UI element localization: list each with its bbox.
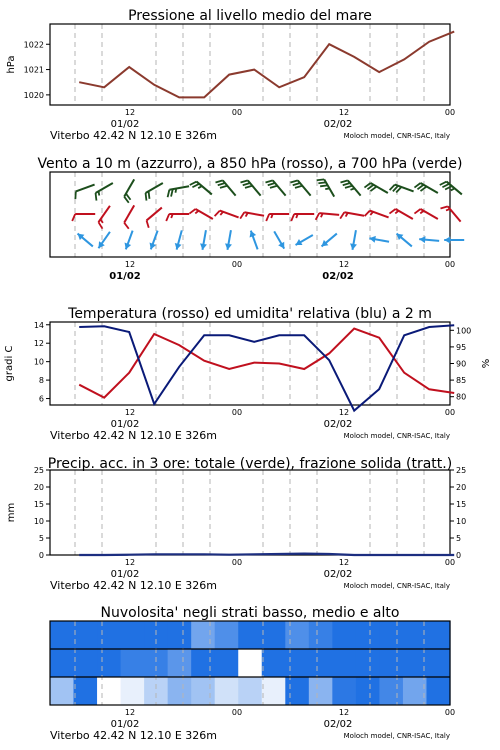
precip-line: [79, 554, 454, 555]
panel-title: Precip. acc. in 3 ore: totale (verde), frazione solida (tratt.): [47, 456, 453, 472]
barb-feather: [93, 193, 99, 201]
y-tick-label-right: 0: [456, 551, 462, 560]
time-tick-label: 00: [231, 108, 243, 117]
cloud-cell-alto: [121, 621, 145, 649]
location-label: Viterbo 42.42 N 12.10 E 326m: [50, 129, 218, 142]
wind-barb: [123, 179, 141, 202]
y-tick-label-right: 25: [456, 466, 467, 475]
barb-feather: [350, 187, 354, 191]
model-credit: Moloch model, CNR-ISAC, Italy: [343, 432, 450, 440]
date-label: 02/02: [323, 419, 353, 430]
barb-feather: [166, 214, 169, 221]
wind-barb: [73, 185, 97, 199]
y-tick-label: 10: [33, 517, 44, 526]
wind-barb: [96, 230, 113, 250]
model-credit: Moloch model, CNR-ISAC, Italy: [343, 582, 450, 590]
date-label: 01/02: [110, 719, 140, 730]
date-label: 01/02: [110, 569, 140, 580]
cloud-cell-basso: [168, 677, 192, 705]
barb-feather: [166, 190, 170, 197]
cloud-cell-medio: [403, 649, 427, 677]
wind-barb: [340, 212, 364, 223]
humidity-line: [79, 325, 454, 410]
location-label: Viterbo 42.42 N 12.10 E 326m: [50, 579, 218, 592]
wind-barb: [247, 229, 260, 250]
y-tick-label-right: 100: [456, 326, 472, 336]
wind-barb: [317, 177, 335, 200]
cloud-cell-alto: [403, 621, 427, 649]
y-tick-label: 12: [33, 339, 44, 349]
y-tick-label-right: 15: [456, 500, 467, 509]
time-tick-label: 00: [444, 558, 456, 567]
barb-feather: [291, 214, 294, 221]
cloud-cell-basso: [262, 677, 286, 705]
barb-shaft: [76, 185, 95, 192]
time-tick-label: 12: [124, 108, 136, 117]
wind-barb: [290, 178, 310, 200]
barb-feather: [97, 191, 100, 195]
cloud-cell-basso: [121, 677, 145, 705]
barb-feather: [97, 222, 104, 228]
wind-barb: [294, 232, 315, 248]
cloud-cell-basso: [50, 677, 74, 705]
cloud-cell-alto: [191, 621, 215, 649]
wind-barb: [271, 230, 287, 251]
time-tick-label: 12: [124, 408, 136, 417]
cloud-cell-alto: [74, 621, 98, 649]
barb-feather: [414, 208, 420, 216]
cloud-cell-medio: [97, 649, 121, 677]
date-label: 02/02: [323, 569, 353, 580]
wind-barb: [365, 210, 389, 224]
cloud-cell-alto: [97, 621, 121, 649]
time-tick-label: 00: [231, 708, 243, 717]
date-label: 02/02: [323, 719, 353, 730]
time-tick-label: 00: [444, 708, 456, 717]
time-tick-label: 12: [124, 558, 136, 567]
wind-barb: [215, 210, 239, 224]
wind-barb: [144, 208, 166, 228]
time-tick-label: 12: [124, 260, 136, 269]
y-axis-label: hPa: [6, 55, 17, 74]
wind-barb: [166, 186, 190, 197]
wind-barb: [390, 184, 414, 198]
cloud-cell-medio: [356, 649, 380, 677]
barb-head: [444, 237, 450, 244]
cloud-cell-alto: [238, 621, 262, 649]
panel-title: Vento a 10 m (azzurro), a 850 hPa (rosso), a 700 hPa (verde): [37, 156, 463, 172]
cloud-cell-alto: [285, 621, 309, 649]
date-label: 02/02: [323, 119, 353, 130]
wind-barb: [349, 230, 359, 251]
date-label: 02/02: [322, 271, 354, 282]
barb-feather: [123, 223, 131, 229]
y-tick-label: 1020: [23, 90, 44, 100]
panel-title: Temperatura (rosso) ed umidita' relativa (blu) a 2 m: [68, 306, 432, 322]
location-label: Viterbo 42.42 N 12.10 E 326m: [50, 729, 218, 742]
y-tick-label: 15: [33, 500, 44, 509]
wind-barb: [240, 178, 260, 200]
time-tick-label: 00: [231, 260, 243, 269]
cloud-cell-alto: [379, 621, 403, 649]
cloud-cell-medio: [168, 649, 192, 677]
cloud-cell-basso: [97, 677, 121, 705]
cloud-cell-basso: [356, 677, 380, 705]
y-tick-label: 5: [38, 534, 44, 543]
barb-feather: [340, 212, 344, 219]
date-label: 01/02: [109, 271, 141, 282]
cloud-cell-medio: [191, 649, 215, 677]
cloud-cell-medio: [74, 649, 98, 677]
time-tick-label: 12: [338, 708, 350, 717]
cloud-cell-alto: [426, 621, 450, 649]
cloud-cell-medio: [50, 649, 74, 677]
wind-barb: [316, 213, 340, 222]
panel-1-frame: [50, 24, 450, 105]
wind-barb: [414, 182, 437, 200]
barb-head: [278, 242, 287, 251]
y-tick-label: 14: [33, 320, 44, 330]
y-tick-label-right: 5: [456, 534, 462, 543]
cloud-cell-basso: [215, 677, 239, 705]
wind-barb: [147, 229, 160, 250]
time-tick-label: 12: [338, 558, 350, 567]
wind-barb: [265, 178, 285, 200]
wind-barb: [189, 208, 212, 226]
barb-feather: [189, 208, 195, 216]
wind-barb: [143, 183, 166, 201]
cloud-cell-medio: [285, 649, 309, 677]
cloud-cell-basso: [426, 677, 450, 705]
date-label: 01/02: [110, 419, 140, 430]
y-tick-label: 6: [38, 394, 44, 404]
wind-barb: [166, 214, 189, 221]
wind-barb: [123, 205, 141, 228]
time-tick-label: 00: [444, 260, 456, 269]
model-credit: Moloch model, CNR-ISAC, Italy: [343, 732, 450, 740]
barb-feather: [266, 214, 269, 221]
wind-barb: [291, 214, 314, 221]
pressure-line: [79, 32, 454, 98]
barb-feather: [365, 210, 370, 218]
cloud-cell-alto: [356, 621, 380, 649]
cloud-cell-medio: [332, 649, 356, 677]
wind-barb: [240, 212, 264, 223]
y-axis-label: mm: [6, 502, 17, 523]
y-tick-label: 0: [38, 551, 44, 560]
wind-barb: [93, 183, 116, 201]
cloud-cell-medio: [215, 649, 239, 677]
barb-feather: [215, 210, 220, 218]
cloud-cell-alto: [332, 621, 356, 649]
cloud-cell-basso: [332, 677, 356, 705]
cloud-cell-alto: [309, 621, 333, 649]
barb-feather: [325, 187, 329, 190]
barb-shaft: [124, 205, 134, 222]
time-tick-label: 12: [338, 408, 350, 417]
y-tick-label-right: 95: [456, 342, 467, 352]
time-tick-label: 00: [231, 408, 243, 417]
wind-barb: [340, 178, 360, 200]
cloud-cell-alto: [262, 621, 286, 649]
y-tick-label: 1021: [23, 65, 44, 75]
y-axis-label-right: %: [481, 358, 492, 369]
cloud-cell-medio: [121, 649, 145, 677]
date-label: 01/02: [110, 119, 140, 130]
time-tick-label: 00: [231, 558, 243, 567]
wind-barb: [369, 235, 390, 245]
cloud-cell-medio: [426, 649, 450, 677]
barb-shaft: [147, 208, 162, 221]
cloud-cell-basso: [238, 677, 262, 705]
cloud-cell-basso: [285, 677, 309, 705]
barb-feather: [73, 191, 78, 199]
wind-barb: [414, 208, 437, 226]
cloud-cell-medio: [309, 649, 333, 677]
panel-4-frame: [50, 470, 450, 555]
wind-barb: [215, 178, 235, 200]
y-axis-label: gradi C: [4, 345, 15, 382]
wind-barb: [75, 231, 95, 249]
wind-barb: [319, 231, 339, 249]
wind-barb: [419, 236, 440, 245]
cloud-cell-basso: [144, 677, 168, 705]
wind-barb: [364, 182, 387, 200]
cloud-cell-basso: [74, 677, 98, 705]
panel-title: Nuvolosita' negli strati basso, medio e alto: [100, 605, 400, 621]
y-tick-label-right: 80: [456, 392, 467, 402]
barb-head: [419, 236, 426, 243]
model-credit: Moloch model, CNR-ISAC, Italy: [343, 132, 450, 140]
barb-feather: [144, 220, 151, 227]
panel-title: Pressione al livello medio del mare: [128, 8, 372, 24]
location-label: Viterbo 42.42 N 12.10 E 326m: [50, 429, 218, 442]
cloud-cell-medio: [144, 649, 168, 677]
y-tick-label: 10: [33, 357, 44, 367]
wind-barb: [97, 206, 116, 229]
y-tick-label-right: 90: [456, 359, 467, 369]
y-tick-label: 1022: [23, 40, 44, 50]
cloud-cell-medio: [379, 649, 403, 677]
cloud-cell-medio: [262, 649, 286, 677]
cloud-cell-medio: [238, 649, 262, 677]
wind-barb: [444, 237, 464, 244]
y-tick-label-right: 85: [456, 376, 467, 386]
wind-barb: [190, 180, 212, 200]
barb-head: [294, 239, 303, 248]
barb-feather: [389, 208, 395, 216]
cloud-cell-basso: [379, 677, 403, 705]
wind-barb: [266, 214, 289, 221]
wind-barb: [72, 214, 95, 221]
cloud-cell-alto: [50, 621, 74, 649]
time-tick-label: 00: [444, 108, 456, 117]
cloud-cell-basso: [403, 677, 427, 705]
wind-barb: [224, 230, 234, 251]
time-tick-label: 00: [444, 408, 456, 417]
time-tick-label: 12: [124, 708, 136, 717]
wind-barb: [122, 229, 135, 250]
y-tick-label-right: 10: [456, 517, 467, 526]
y-tick-label: 25: [33, 466, 44, 475]
y-tick-label: 8: [38, 376, 44, 386]
cloud-cell-basso: [309, 677, 333, 705]
wind-barb: [389, 208, 412, 226]
y-tick-label: 20: [33, 483, 44, 492]
barb-feather: [240, 212, 244, 219]
time-tick-label: 12: [338, 260, 350, 269]
y-tick-label-right: 20: [456, 483, 467, 492]
cloud-cell-alto: [168, 621, 192, 649]
cloud-cell-basso: [191, 677, 215, 705]
cloud-cell-alto: [215, 621, 239, 649]
time-tick-label: 12: [338, 108, 350, 117]
wind-barb: [199, 230, 209, 251]
wind-barb: [440, 180, 462, 200]
